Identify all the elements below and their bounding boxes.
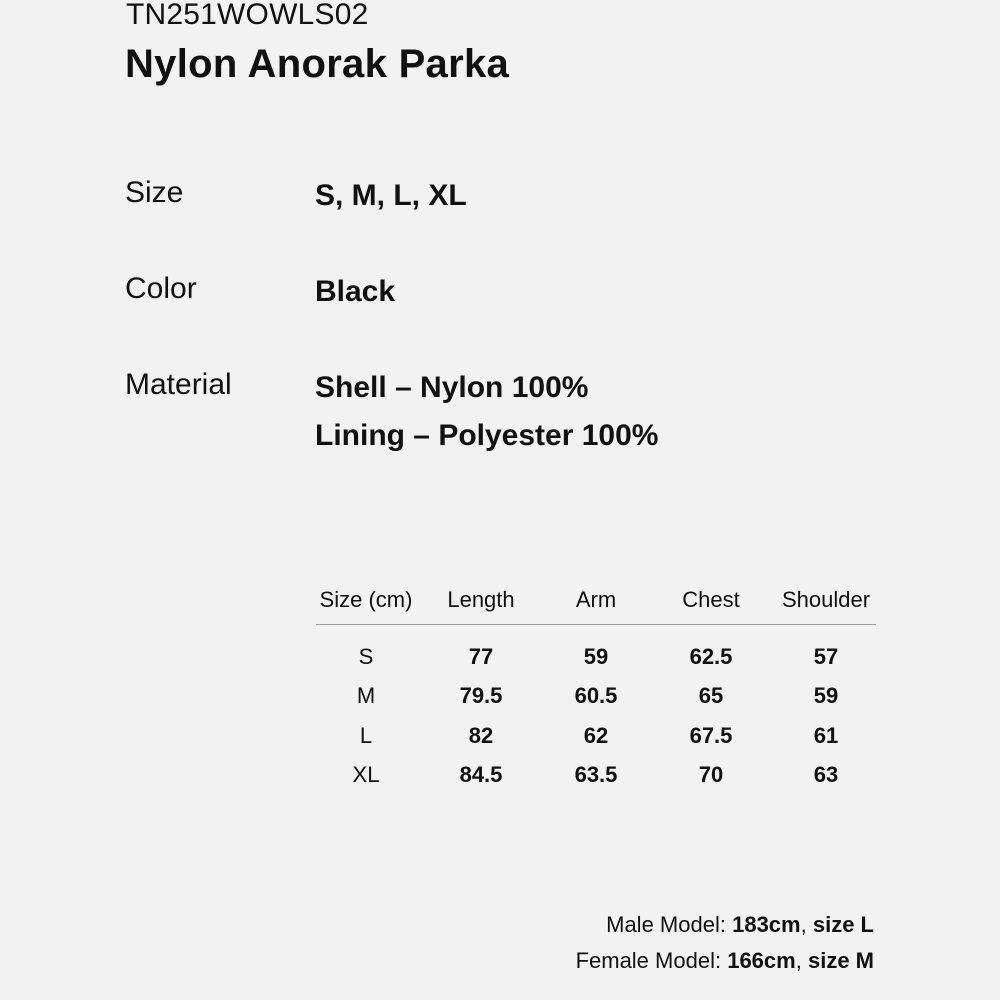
size-label: Size bbox=[125, 176, 184, 209]
length-cell: 79.5 bbox=[459, 683, 503, 709]
female-model-separator: , bbox=[795, 948, 802, 973]
shoulder-cell: 61 bbox=[813, 722, 839, 748]
male-model-separator: , bbox=[800, 912, 807, 937]
female-model-size: size M bbox=[807, 948, 874, 973]
material-value bbox=[315, 364, 658, 460]
size-cell: XL bbox=[352, 762, 380, 788]
color-label: Color bbox=[125, 272, 197, 305]
arm-cell: 59 bbox=[583, 643, 609, 669]
shoulder-cell: 57 bbox=[813, 643, 839, 669]
female-model-label: Female Model: bbox=[575, 948, 722, 973]
color-value: Black bbox=[315, 275, 396, 308]
header-length: Length bbox=[447, 587, 515, 612]
male-model-info bbox=[606, 912, 874, 938]
size-chart-body bbox=[316, 625, 876, 795]
length-cell: 82 bbox=[468, 722, 494, 748]
shoulder-cell: 63 bbox=[813, 762, 839, 788]
female-model-info bbox=[576, 948, 874, 974]
table-row bbox=[316, 756, 876, 796]
table-row bbox=[316, 637, 876, 677]
arm-cell: 63.5 bbox=[574, 762, 618, 788]
material-label: Material bbox=[125, 368, 232, 401]
table-row bbox=[316, 716, 876, 756]
chest-cell: 65 bbox=[698, 683, 724, 709]
product-code: TN251WOWLS02 bbox=[126, 0, 369, 31]
arm-cell: 62 bbox=[583, 722, 609, 748]
male-model-label: Male Model: bbox=[606, 912, 726, 937]
header-size: Size (cm) bbox=[319, 587, 413, 612]
material-lining: Lining – Polyester 100% bbox=[315, 419, 659, 452]
arm-cell: 60.5 bbox=[574, 683, 618, 709]
header-chest: Chest bbox=[682, 587, 740, 612]
chest-cell: 70 bbox=[698, 762, 724, 788]
chest-cell: 62.5 bbox=[689, 643, 733, 669]
size-cell: L bbox=[359, 722, 373, 748]
material-shell: Shell – Nylon 100% bbox=[315, 371, 589, 404]
size-chart-table bbox=[316, 582, 876, 795]
length-cell: 84.5 bbox=[459, 762, 503, 788]
shoulder-cell: 59 bbox=[813, 683, 839, 709]
size-chart-header bbox=[316, 582, 876, 625]
male-model-height: 183cm bbox=[732, 912, 801, 937]
size-cell: S bbox=[358, 643, 374, 669]
size-value: S, M, L, XL bbox=[315, 179, 467, 212]
product-title: Nylon Anorak Parka bbox=[125, 42, 510, 86]
chest-cell: 67.5 bbox=[689, 722, 733, 748]
header-arm: Arm bbox=[575, 587, 617, 612]
table-row bbox=[316, 677, 876, 717]
size-cell: M bbox=[356, 683, 376, 709]
male-model-size: size L bbox=[812, 912, 874, 937]
length-cell: 77 bbox=[468, 643, 494, 669]
header-shoulder: Shoulder bbox=[781, 587, 871, 612]
female-model-height: 166cm bbox=[727, 948, 796, 973]
